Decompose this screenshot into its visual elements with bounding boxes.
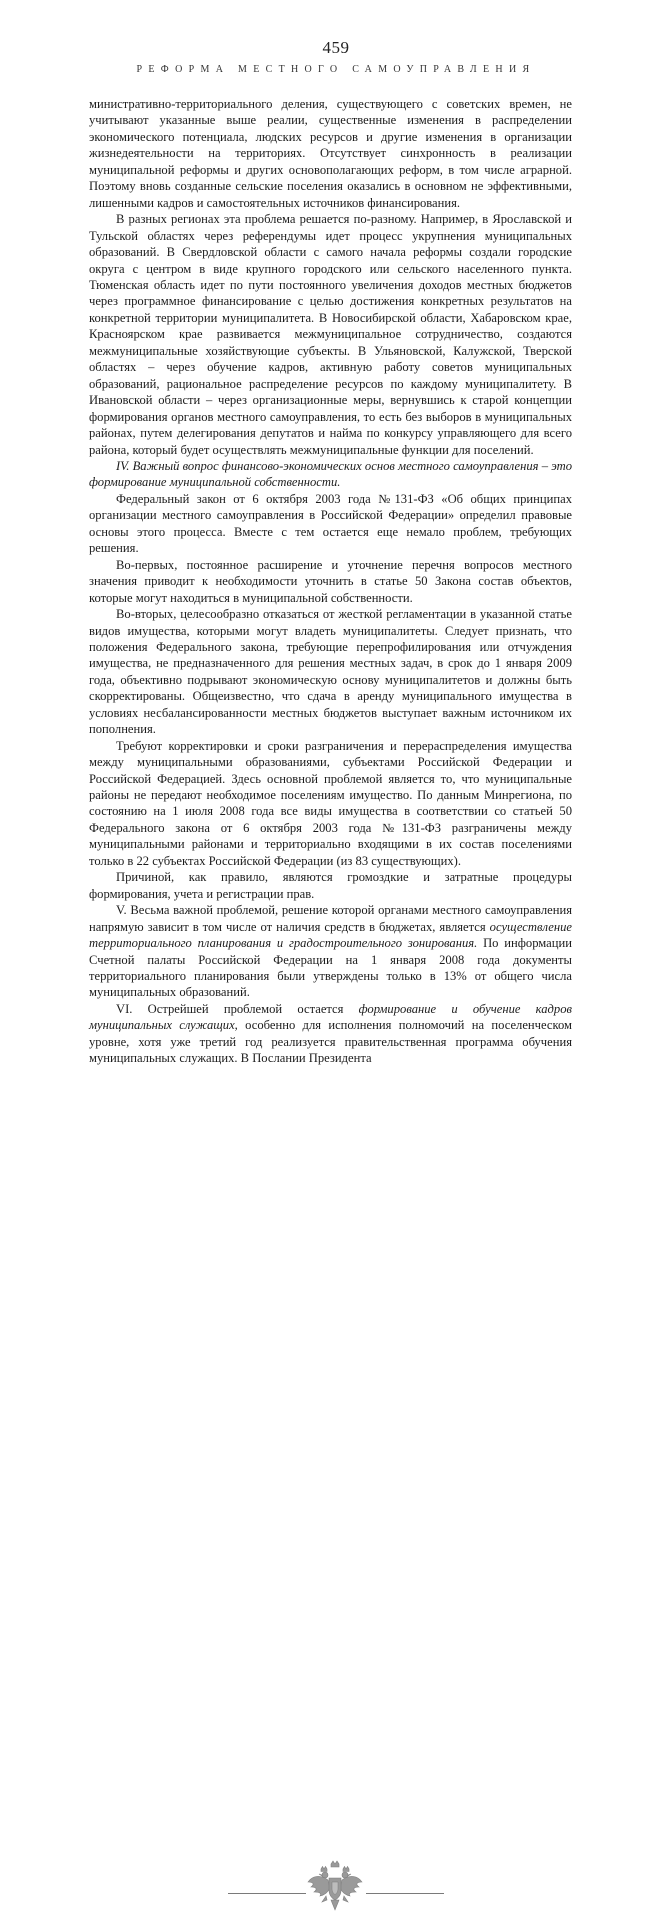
text-run: VI. Острейшей проблемой остается: [116, 1001, 359, 1016]
page-footer: [0, 930, 672, 980]
page-number: 459: [322, 38, 350, 57]
italic-text-run: IV. Важный вопрос финансово-экономических основ местного самоуправления – это формирование муниципальной собственности.: [89, 458, 572, 490]
paragraph: [89, 869, 572, 902]
paragraph: [89, 1001, 572, 1067]
text-run: Во-первых, постоянное расширение и уточнение перечня вопросов местного значения приводит к необходимости уточнить в статье 50 Закона состав объектов, которые могут находиться в муниципальной собственности.: [89, 557, 572, 605]
body-text: [89, 96, 572, 1067]
footer-rule-right: [366, 1893, 444, 1894]
text-run: особенно для исполнения полномочий на поселенческом уровне, хотя уже третий год реализуется правительственная программа обучения муниципальных служащих. В Послании Президента: [89, 1018, 572, 1066]
text-run: министративно-территориального деления, существующего с советских времен, не учитывают указанные выше реалии, существенные изменения в распределении экономического потенциала, людских ресурсов и другие изменения в организации жизнедеятельности на территориях. Отсутствует синхронность в реализации муниципальной реформы и других основополагающих реформ, в том числе аграрной. Поэтому вновь созданные сельские поселения оказались в основном не эффективными, лишенными кадров и самостоятельных источников финансирования.: [89, 97, 572, 210]
paragraph: [89, 606, 572, 738]
footer-rule-left: [228, 1893, 306, 1894]
italic-text-run: осуществление территориального планирования и градостроительного зонирования.: [89, 919, 572, 951]
running-title: РЕФОРМА МЕСТНОГО САМОУПРАВЛЕНИЯ: [136, 64, 536, 75]
paragraph: [89, 491, 572, 557]
italic-text-run: формирование и обучение кадров муниципальных служащих,: [89, 1001, 572, 1033]
text-run: V. Весьма важной проблемой, решение которой органами местного самоуправления напрямую зависит в том числе от наличия средств в бюджетах, является: [89, 903, 572, 934]
double-headed-eagle-emblem-icon: [304, 1860, 366, 1912]
text-run: В разных регионах эта проблема решается по-разному. Например, в Ярославской и Тульской областях через референдумы идет процесс укрупнения муниципальных образований. В Свердловской области с самого начала реформы создали городские округа с центром в виде крупного городского или сельского населенного пункта. Тюменская область идет по пути постоянного увеличения доходов местных бюджетов через программное финансирование с целью достижения конкретных результатов на конкретной территории муниципалитета. В Новосибирской области, Хабаровском крае, Красноярском крае развивается межмуниципальное сотрудничество, создаются межмуниципальные хозяйствующие субъекты. В Ульяновской, Калужской, Тверской областях – через обучение кадров, активную работу советов муниципальных образований, рациональное распределение ресурсов по каждому муниципалитету. В Ивановской области – через организационные меры, вернувшись к старой концепции формирования органов местного самоуправления, то есть без выборов в муниципальных районах, путем делегирования депутатов и найма по конкурсу управляющего для всего района, который будет осуществлять межмуниципальные функции для поселений.: [89, 212, 572, 457]
paragraph: [89, 557, 572, 606]
paragraph: [89, 211, 572, 458]
paragraph: [89, 96, 572, 211]
text-run: Во-вторых, целесообразно отказаться от жесткой регламентации в указанной статье видов имущества, которыми могут владеть муниципалитеты. Следует признать, что положения Федерального закона, требующие перепрофилирования или отчуждения имущества, не предназначенного для решения местных задач, в срок до 1 января 2009 года, объективно подрывают экономическую основу муниципалитетов и должны быть скорректированы. Общеизвестно, что сдача в аренду муниципального имущества в условиях несбалансированности местных бюджетов выступает важным источником их пополнения.: [89, 607, 572, 737]
paragraph: [89, 458, 572, 491]
text-run: Требуют корректировки и сроки разграничения и перераспределения имущества между муниципальными образованиями, субъектами Российской Федерации и Российской Федерацией. Здесь основной проблемой является то, что муниципальные районы не передают необходимое поселениям имущество. По данным Минрегиона, по состоянию на 1 июля 2008 года все виды имущества в соответствии со статьей 50 Федерального закона от 6 октября 2003 года №131-ФЗ разграничены между муниципальными районами и территориально входящими в их состав поселениями только в 22 субъектах Российской Федерации (из 83 существующих).: [89, 738, 572, 868]
paragraph: [89, 738, 572, 870]
text-run: По информации Счетной палаты Российской Федерации на 1 января 2008 года документы территориального планирования были утверждены только в 13% от общего числа муниципальных образований.: [89, 936, 572, 1000]
text-run: Федеральный закон от 6 октября 2003 года №131-ФЗ «Об общих принципах организации местного самоуправления в Российской Федерации» определил правовые основы этого процесса. Вместе с тем остается еще немало проблем, требующих решения.: [89, 491, 572, 556]
text-run: Причиной, как правило, являются громоздкие и затратные процедуры формирования, учета и регистрации прав.: [89, 870, 572, 901]
